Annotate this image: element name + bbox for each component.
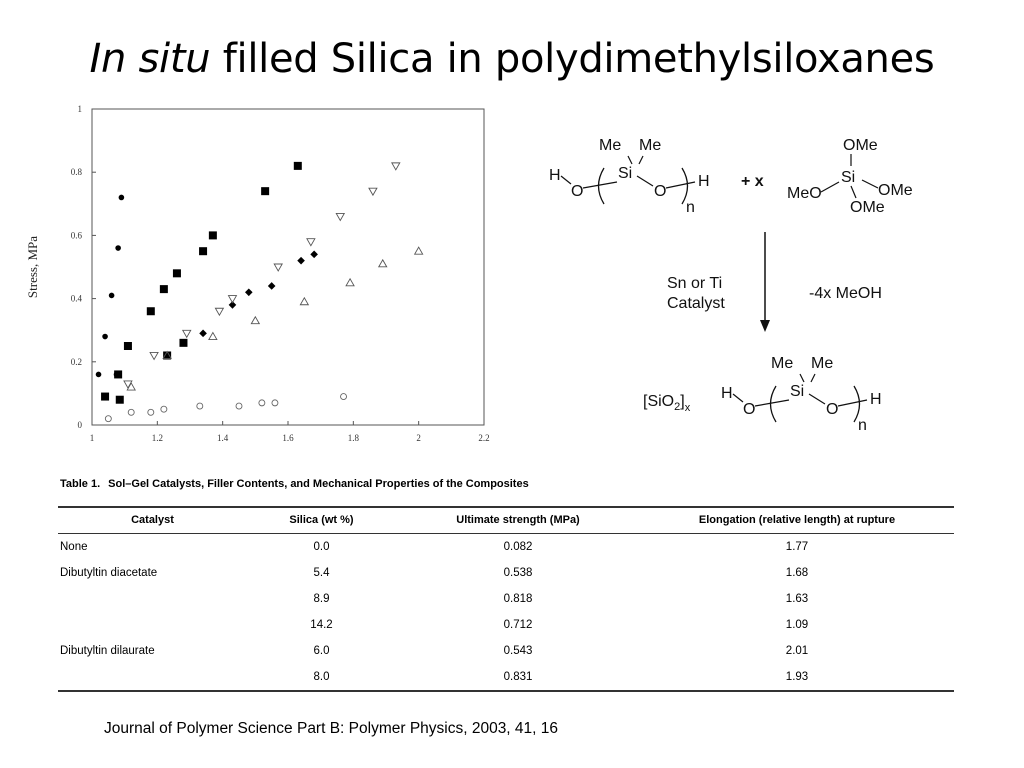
data-point-open-circle [341,394,347,400]
y-tick-label: 0.4 [70,293,82,304]
header-ultimate-strength: Ultimate strength (MPa) [396,507,640,534]
cell-catalyst [58,586,247,612]
y-tick-label: 1 [77,104,82,114]
data-point-filled-diamond [199,330,207,338]
data-point-open-down-triangle [215,308,223,315]
x-tick-label: 1.6 [282,433,294,443]
data-point-filled-diamond [245,288,253,296]
cell-elongation: 2.01 [785,645,809,657]
data-point-filled-square [294,162,302,170]
properties-table-block [58,478,954,692]
table-row [58,560,954,586]
data-point-filled-square [179,339,187,347]
r1-h-right: H [698,173,710,190]
plot-marks [96,162,423,422]
r2-ome-top: OMe [843,137,878,154]
cell-catalyst: Dibutyltin diacetate [60,567,158,579]
data-point-open-triangle [209,333,217,340]
cell-silica: 8.9 [313,593,330,605]
plot-axes [92,109,484,425]
p-n: n [858,417,867,434]
y-tick-label: 0.6 [70,230,82,241]
data-point-filled-circle [109,293,115,299]
cell-ultimate-strength: 0.082 [503,541,533,553]
data-point-filled-square [160,285,168,293]
slide-title-italic: In situ [89,36,211,82]
p-o-left: O [743,401,756,418]
cell-silica: 5.4 [313,567,330,579]
data-point-filled-circle [119,195,125,201]
p-si: Si [790,383,805,400]
reactant-pdms-diol [549,137,710,216]
p-me-left: Me [771,355,794,372]
table-header-row [58,507,954,534]
data-point-open-circle [236,403,242,409]
cell-elongation: 1.09 [785,619,809,631]
plot-frame [92,109,484,425]
data-point-filled-square [173,269,181,277]
x-tick-label: 1.4 [217,433,229,443]
data-point-open-triangle [300,298,308,305]
cell-catalyst [58,612,247,638]
x-tick-label: 1.2 [151,433,163,443]
data-point-open-circle [197,403,203,409]
r1-o-left: O [571,183,584,200]
table-row [58,638,954,664]
y-axis-label: Stress, MPa [25,235,40,299]
product-sio2: $[SiO_2]_x$ [643,393,691,414]
data-point-filled-circle [96,372,102,378]
table-row [58,664,954,691]
cell-elongation: 1.77 [785,541,809,553]
cell-ultimate-strength: 0.712 [503,619,533,631]
data-point-open-circle [128,409,134,415]
x-tick-label: 1.8 [347,433,359,443]
r1-o-right: O [654,183,667,200]
data-point-open-down-triangle [307,239,315,246]
reaction-arrow [760,232,770,332]
product-composite [643,355,882,434]
cell-silica: 8.0 [247,664,396,691]
data-point-open-circle [161,406,167,412]
data-point-filled-square [124,342,132,350]
cell-ultimate-strength: 0.818 [503,593,533,605]
header-elongation: Elongation (relative length) at rupture [640,507,954,534]
properties-table [58,506,954,692]
slide-title [0,36,1024,82]
data-point-filled-square [199,247,207,255]
cell-silica: 14.2 [310,619,333,631]
y-tick-label: 0.2 [70,356,82,367]
cell-catalyst: None [60,541,88,553]
header-silica: Silica (wt %) [247,507,396,534]
cell-elongation: 1.93 [640,664,954,691]
data-point-open-down-triangle [392,163,400,170]
r1-h-left: H [549,167,561,184]
data-point-open-triangle [346,279,354,286]
data-point-filled-square [147,307,155,315]
cell-catalyst: Dibutyltin dilaurate [60,645,155,657]
byproduct-label: -4x MeOH [809,285,882,302]
table-row [58,612,954,638]
data-point-filled-circle [102,334,108,340]
data-point-open-down-triangle [369,188,377,195]
cell-ultimate-strength: 0.543 [503,645,533,657]
cell-ultimate-strength: 0.831 [396,664,640,691]
data-point-open-circle [105,416,111,422]
r1-me-left: Me [599,137,622,154]
x-tick-label: 1 [89,433,95,443]
data-point-open-down-triangle [274,264,282,271]
cell-elongation: 1.68 [785,567,809,579]
catalyst-line2: Catalyst [667,295,725,312]
cell-silica: 0.0 [313,541,330,553]
reaction-scheme [535,120,935,440]
header-catalyst: Catalyst [58,507,247,534]
data-point-filled-diamond [268,282,276,290]
p-me-right: Me [811,355,834,372]
data-point-open-triangle [379,260,387,267]
data-point-filled-diamond [310,251,318,259]
p-o-right: O [826,401,839,418]
table-caption [58,478,954,490]
data-point-open-circle [148,409,154,415]
r1-me-right: Me [639,137,662,154]
table-row [58,586,954,612]
y-tick-label: 0.8 [70,167,82,178]
data-point-open-circle [259,400,265,406]
table-caption-text: Sol–Gel Catalysts, Filler Contents, and Mechanical Properties of the Composites [108,478,529,490]
r1-si: Si [618,165,633,182]
table-row [58,534,954,561]
data-point-filled-square [116,396,124,404]
y-tick-label: 0 [77,420,82,430]
p-h-right: H [870,391,882,408]
citation: Journal of Polymer Science Part B: Polymer Physics, 2003, 41, 16 [104,720,559,737]
x-tick-label: 2.2 [478,433,490,443]
data-point-open-triangle [251,317,259,324]
data-point-filled-square [101,393,109,401]
data-point-open-triangle [415,247,423,254]
cell-silica: 6.0 [313,645,330,657]
data-point-filled-diamond [297,257,305,265]
data-point-open-down-triangle [336,213,344,220]
slide-title-rest: filled Silica in polydimethylsiloxanes [210,36,935,82]
data-point-filled-square [114,370,122,378]
data-point-filled-circle [115,245,121,251]
catalyst-line1: Sn or Ti [667,275,723,292]
r2-ome-bottom: OMe [850,199,885,216]
r1-n: n [686,199,695,216]
stress-plot [15,95,495,470]
r2-ome-right: OMe [878,182,913,199]
plus-x: + x [741,173,764,190]
data-point-open-down-triangle [150,352,158,359]
data-point-filled-square [209,231,217,239]
cell-ultimate-strength: 0.538 [503,567,533,579]
plot-ticks [71,104,490,443]
p-h-left: H [721,385,733,402]
cell-catalyst [58,664,247,691]
data-point-open-down-triangle [183,330,191,337]
data-point-filled-square [261,187,269,195]
r2-si: Si [841,169,856,186]
cell-elongation: 1.63 [785,593,809,605]
table-caption-number: Table 1. [60,478,101,490]
r2-meo-left: MeO [787,185,822,202]
x-tick-label: 2 [416,433,421,443]
data-point-open-circle [272,400,278,406]
reactant-tetramethoxysilane [787,137,913,216]
